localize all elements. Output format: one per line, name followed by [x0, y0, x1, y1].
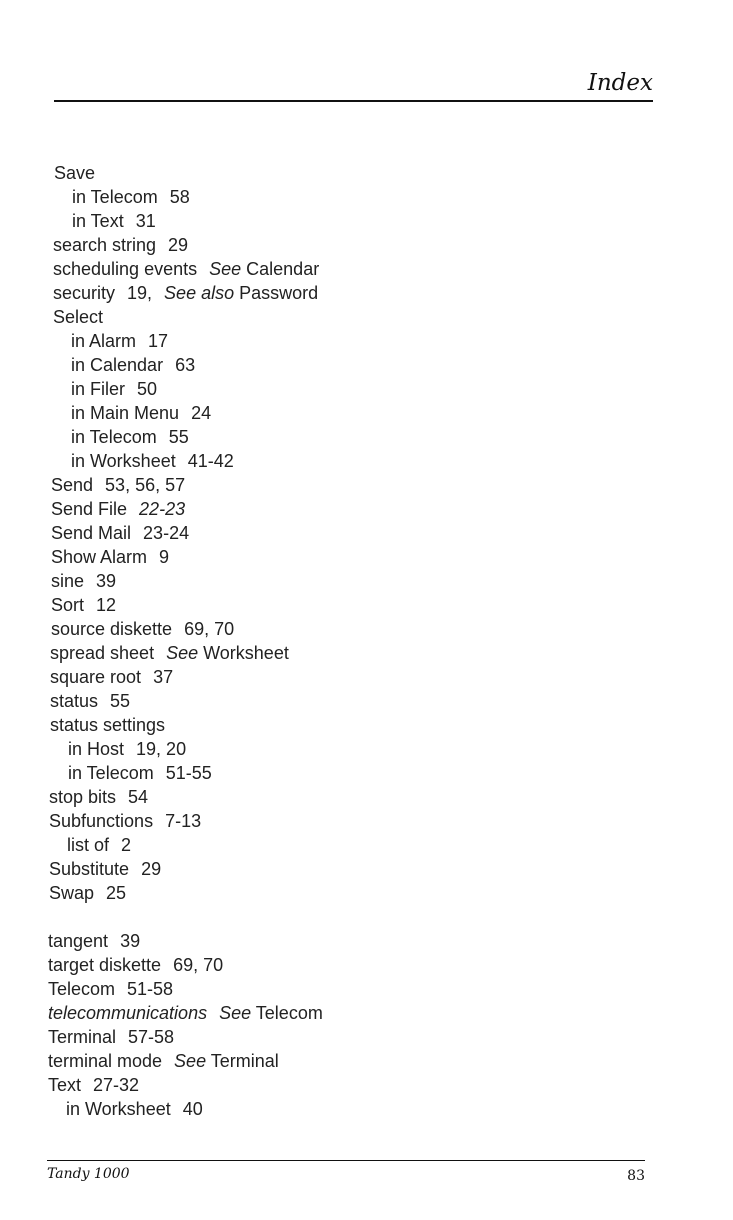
entry-pages: 24 — [191, 403, 212, 423]
entry-term: Select — [53, 307, 104, 327]
entry-term: in Worksheet — [66, 1099, 171, 1119]
entry-term: Send Mail — [51, 523, 132, 543]
entry-pages: 17 — [148, 331, 169, 351]
entry-term: Terminal — [48, 1027, 117, 1047]
entry-pages: 69, 70 — [173, 955, 224, 975]
entry-pages: 22-23 — [139, 499, 186, 519]
index-subentry — [71, 330, 168, 352]
header-rule — [54, 100, 653, 102]
entry-see: See also — [164, 283, 235, 303]
index-entry — [49, 882, 126, 904]
entry-term: in Host — [68, 739, 125, 759]
index-entry — [50, 690, 130, 712]
entry-term: in Calendar — [71, 355, 164, 375]
index-subentry — [67, 834, 131, 856]
index-entry — [49, 810, 201, 832]
index-entry — [51, 618, 234, 640]
entry-term: sine — [51, 571, 85, 591]
index-entry — [48, 1050, 279, 1072]
entry-pages: 40 — [182, 1099, 203, 1119]
entry-pages: 55 — [110, 691, 131, 711]
entry-pages: 25 — [106, 883, 127, 903]
entry-pages: 50 — [137, 379, 158, 399]
entry-see: See — [174, 1051, 207, 1071]
index-entry — [50, 666, 173, 688]
entry-term: in Telecom — [68, 763, 154, 783]
entry-term: stop bits — [49, 787, 117, 807]
index-entry — [50, 642, 289, 664]
entry-term: square root — [50, 667, 142, 687]
entry-pages: 9 — [159, 547, 170, 567]
entry-term: terminal mode — [48, 1051, 163, 1071]
entry-term: Show Alarm — [51, 547, 148, 567]
entry-pages: 27-32 — [93, 1075, 140, 1095]
entry-pages: 63 — [175, 355, 196, 375]
entry-pages: 19, 20 — [136, 739, 187, 759]
entry-see-target: Telecom — [255, 1003, 323, 1023]
entry-pages: 37 — [153, 667, 174, 687]
index-entry — [54, 162, 95, 184]
entry-term: in Filer — [71, 379, 126, 399]
entry-pages: 58 — [169, 187, 190, 207]
entry-term: spread sheet — [50, 643, 155, 663]
entry-pages: 51-58 — [127, 979, 174, 999]
index-entry — [49, 786, 148, 808]
index-entry — [53, 282, 318, 304]
index-entry — [48, 1074, 139, 1096]
entry-term: Subfunctions — [49, 811, 154, 831]
index-subentry — [71, 378, 157, 400]
index-entry — [51, 522, 189, 544]
index-subentry — [71, 450, 234, 472]
entry-see-target: Password — [239, 283, 319, 303]
entry-term: Swap — [49, 883, 95, 903]
entry-see: See — [209, 259, 242, 279]
entry-term: Send File — [51, 499, 128, 519]
entry-pages: 39 — [120, 931, 141, 951]
index-subentry — [66, 1098, 203, 1120]
entry-see-target: Worksheet — [203, 643, 289, 663]
index-entry — [53, 258, 319, 280]
index-entry — [48, 1026, 174, 1048]
entry-pages: 57-58 — [128, 1027, 175, 1047]
index-entry — [50, 714, 165, 736]
entry-term: search string — [53, 235, 157, 255]
entry-term: in Main Menu — [71, 403, 180, 423]
entry-term: Telecom — [48, 979, 116, 999]
entry-term: in Text — [72, 211, 124, 231]
entry-term: telecommunications — [48, 1003, 208, 1023]
entry-pages: 19, — [127, 283, 153, 303]
index-entry — [51, 498, 185, 520]
index-entry — [48, 978, 173, 1000]
index-entry — [48, 930, 140, 952]
index-entry — [53, 234, 188, 256]
footer-page-number: 83 — [627, 1168, 645, 1184]
entry-pages: 39 — [96, 571, 117, 591]
footer-book-title: Tandy 1000 — [47, 1166, 130, 1182]
entry-see-target: Terminal — [210, 1051, 279, 1071]
entry-see-target: Calendar — [246, 259, 320, 279]
entry-term: status settings — [50, 715, 166, 735]
entry-pages: 53, 56, 57 — [105, 475, 186, 495]
entry-term: tangent — [48, 931, 109, 951]
index-entry — [51, 570, 116, 592]
entry-term: Substitute — [49, 859, 130, 879]
entry-term: Text — [48, 1075, 82, 1095]
index-entry — [48, 1002, 323, 1024]
entry-term: in Telecom — [71, 427, 157, 447]
entry-pages: 29 — [168, 235, 189, 255]
entry-term: Sort — [51, 595, 85, 615]
entry-pages: 31 — [135, 211, 156, 231]
entry-term: source diskette — [51, 619, 173, 639]
entry-term: list of — [67, 835, 110, 855]
index-entry — [49, 858, 161, 880]
index-entry — [48, 954, 223, 976]
index-subentry — [68, 762, 212, 784]
index-subentry — [72, 210, 156, 232]
index-entry — [51, 594, 116, 616]
index-subentry — [68, 738, 186, 760]
entry-pages: 69, 70 — [184, 619, 235, 639]
entry-term: status — [50, 691, 99, 711]
entry-term: in Telecom — [72, 187, 158, 207]
entry-pages: 2 — [121, 835, 132, 855]
entry-term: in Alarm — [71, 331, 137, 351]
entry-term: scheduling events — [53, 259, 198, 279]
page-header-title: Index — [587, 70, 653, 96]
entry-pages: 12 — [96, 595, 117, 615]
entry-pages: 54 — [128, 787, 149, 807]
entry-pages: 7-13 — [165, 811, 202, 831]
entry-term: security — [53, 283, 116, 303]
index-subentry — [71, 354, 195, 376]
entry-see: See — [166, 643, 199, 663]
index-entry — [53, 306, 103, 328]
entry-pages: 51-55 — [165, 763, 212, 783]
entry-term: target diskette — [48, 955, 162, 975]
entry-pages: 23-24 — [143, 523, 190, 543]
footer-rule — [47, 1160, 645, 1161]
index-entry — [51, 546, 169, 568]
entry-term: in Worksheet — [71, 451, 176, 471]
entry-pages: 55 — [168, 427, 189, 447]
entry-pages: 41-42 — [187, 451, 234, 471]
index-entry — [51, 474, 185, 496]
entry-see: See — [219, 1003, 252, 1023]
index-subentry — [72, 186, 190, 208]
entry-pages: 29 — [141, 859, 162, 879]
entry-term: Save — [54, 163, 96, 183]
index-subentry — [71, 426, 189, 448]
index-subentry — [71, 402, 211, 424]
entry-term: Send — [51, 475, 94, 495]
